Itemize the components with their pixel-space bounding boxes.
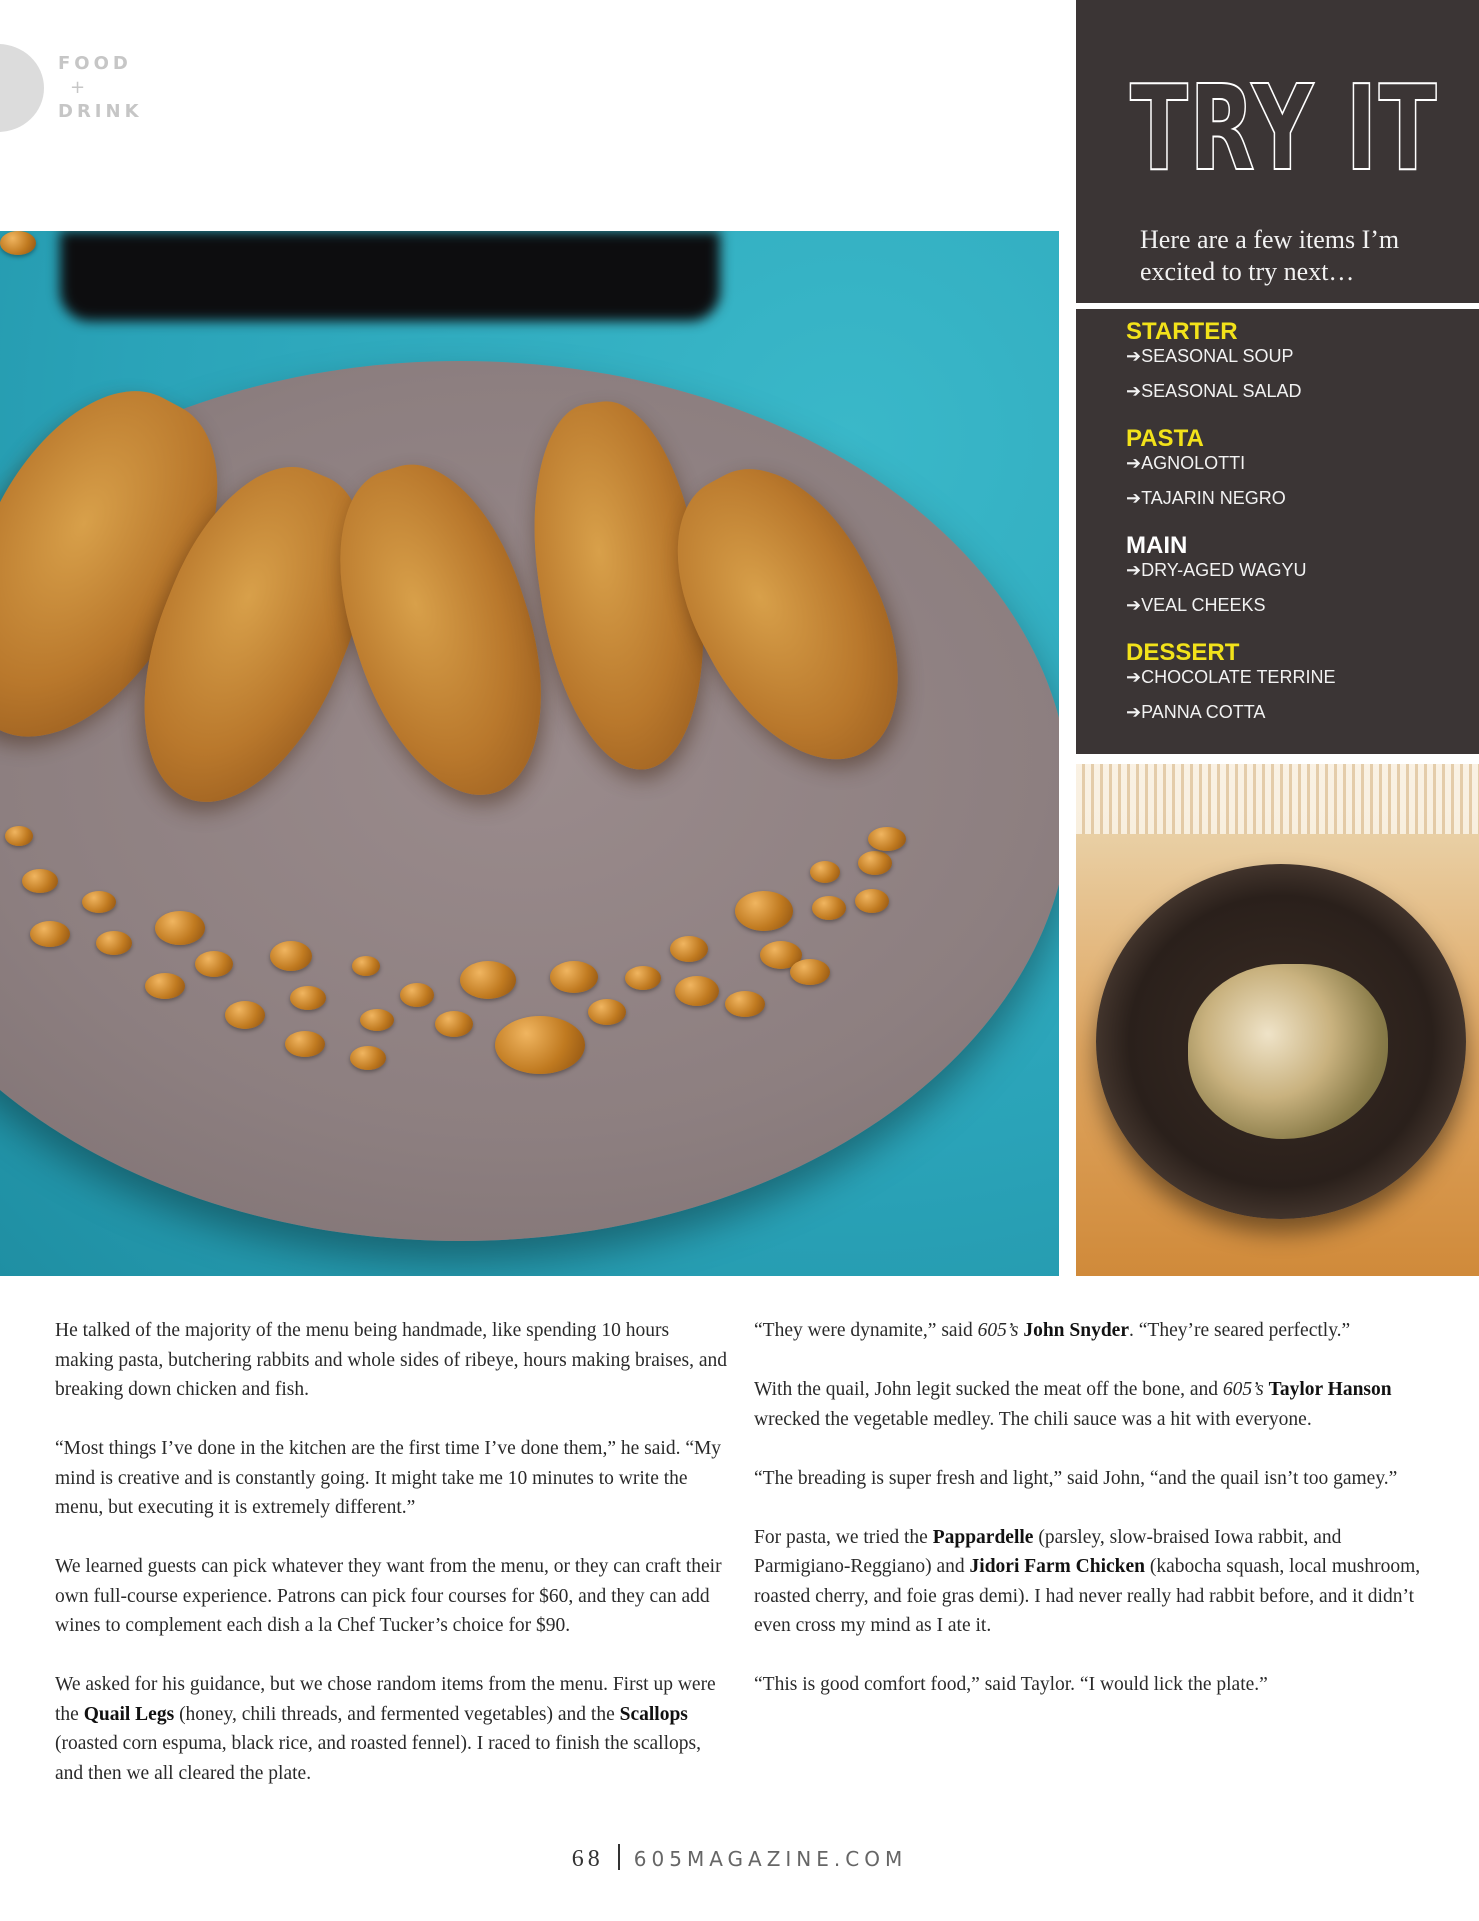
article-paragraph: “Most things I’ve done in the kitchen are the first time I’ve done them,” he said. “My mind is creative and is constantly going. It might take me 10 minutes to write the menu, but executing it is extremely different.”	[55, 1438, 722, 1518]
footer-divider	[618, 1844, 620, 1870]
sauce-drop	[350, 1046, 386, 1070]
sauce-drop	[22, 869, 58, 893]
sauce-drop	[868, 827, 906, 851]
sidebar-menu	[1076, 309, 1479, 754]
sauce-drop	[285, 1031, 325, 1057]
sauce-drop	[82, 891, 116, 913]
text-run: (parsley, slow-braised Iowa rabbit, and Parmigiano-Reggiano) and	[754, 1526, 1342, 1577]
sauce-drop	[5, 826, 33, 846]
sauce-drop	[0, 231, 36, 255]
sauce-drop	[495, 1016, 585, 1074]
article-paragraph: We learned guests can pick whatever they want from the menu, or they can craft their own full-course experience. Patrons can pick four courses for $60, and they can add wines to complement each dish a la Chef Tucker’s choice for $90.	[55, 1556, 722, 1636]
menu-group-dessert	[1126, 640, 1476, 723]
sauce-drop	[155, 911, 205, 945]
sauce-drop	[195, 951, 233, 977]
sauce-drop	[725, 991, 765, 1017]
article-column-left	[55, 1316, 730, 1818]
text-run: (roasted corn espuma, black rice, and roasted fennel). I raced to finish the scallops, and then we all cleared the plate.	[55, 1733, 701, 1784]
sauce-drop	[435, 1011, 473, 1037]
article-paragraph	[754, 1375, 1434, 1434]
footer-website: 605MAGAZINE.COM	[633, 1847, 908, 1871]
section-label	[58, 52, 158, 124]
sauce-drop	[270, 941, 312, 971]
text-run: For pasta, we tried the	[754, 1526, 933, 1548]
article-paragraph: “This is good comfort food,” said Taylor. “I would lick the plate.”	[754, 1674, 1268, 1695]
sauce-drop	[225, 1001, 265, 1029]
menu-item: ➔AGNOLOTTI	[1126, 453, 1246, 473]
sauce-drop	[290, 986, 326, 1010]
text-run: “They were dynamite,” said	[754, 1320, 978, 1341]
menu-category: MAIN	[1126, 532, 1188, 559]
dish-name-jidori-chicken: Jidori Farm Chicken	[969, 1556, 1146, 1577]
text-run: With the quail, John legit sucked the meat off the bone, and	[754, 1379, 1223, 1400]
menu-group-starter	[1126, 319, 1476, 402]
person-name: Taylor Hanson	[1268, 1379, 1392, 1400]
dish-name-pappardelle: Pappardelle	[932, 1526, 1034, 1548]
sauce-drop	[360, 1009, 394, 1031]
menu-category: STARTER	[1126, 318, 1238, 345]
text-run: (kabocha squash, local mushroom, roasted cherry, and foie gras demi). I had never really had rabbit before, and it didn’t even cross my mind as I ate it.	[754, 1556, 1421, 1636]
menu-item: ➔SEASONAL SOUP	[1126, 346, 1294, 366]
article-column-right	[754, 1316, 1434, 1729]
menu-item: ➔CHOCOLATE TERRINE	[1126, 667, 1336, 687]
sidebar-intro: Here are a few items I’m excited to try next…	[1140, 225, 1400, 286]
text-run: . “They’re seared perfectly.”	[1129, 1320, 1351, 1341]
magazine-name: 605’s	[977, 1320, 1019, 1341]
menu-category: PASTA	[1126, 425, 1204, 452]
photo-background-blinds	[1076, 764, 1479, 834]
article-paragraph	[55, 1670, 730, 1788]
article-paragraph: “The breading is super fresh and light,” said John, “and the quail isn’t too gamey.”	[754, 1467, 1398, 1489]
text-run: We asked for his guidance, but we chose random items from the menu. First up were the	[55, 1674, 716, 1725]
sauce-drop	[790, 959, 830, 985]
sidebar-title: TRY IT	[1130, 59, 1439, 197]
main-photo-quail-legs	[0, 231, 1059, 1276]
article-paragraph: He talked of the majority of the menu being handmade, like spending 10 hours making pasta, butchering rabbits and whole sides of ribeye, hours making braises, and breaking down chicken and fish.	[55, 1320, 728, 1400]
section-label-line3: DRINK	[58, 101, 143, 122]
sauce-drop	[675, 976, 719, 1006]
sauce-drop	[96, 931, 132, 955]
sauce-drop	[810, 861, 840, 883]
dish-name-quail-legs: Quail Legs	[83, 1703, 175, 1725]
text-run: (honey, chili threads, and fermented vegetables) and the	[174, 1703, 620, 1725]
article-paragraph	[754, 1316, 1434, 1346]
sauce-drop	[352, 956, 380, 976]
section-label-line2: +	[70, 77, 90, 98]
sauce-drop	[145, 973, 185, 999]
section-badge	[0, 44, 44, 132]
person-name: John Snyder	[1023, 1320, 1129, 1341]
text-run: wrecked the vegetable medley. The chili sauce was a hit with everyone.	[754, 1408, 1312, 1430]
sauce-drop	[400, 983, 434, 1007]
photo-background-shadow	[60, 231, 720, 321]
page-footer	[0, 1846, 1479, 1873]
dish-name-scallops: Scallops	[619, 1703, 688, 1725]
menu-category: DESSERT	[1126, 639, 1240, 666]
menu-item: ➔DRY-AGED WAGYU	[1126, 560, 1307, 580]
side-photo-pasta	[1076, 764, 1479, 1276]
menu-item: ➔TAJARIN NEGRO	[1126, 488, 1286, 508]
sauce-drop	[30, 921, 70, 947]
sauce-drop	[855, 889, 889, 913]
page-number: 68	[571, 1846, 604, 1872]
sauce-drop	[812, 896, 846, 920]
sauce-drop	[588, 999, 626, 1025]
sauce-drop	[858, 851, 892, 875]
menu-item: ➔VEAL CHEEKS	[1126, 595, 1266, 615]
menu-item: ➔PANNA COTTA	[1126, 702, 1266, 722]
section-label-line1: FOOD	[58, 53, 132, 74]
sauce-drop	[460, 961, 516, 999]
article-paragraph	[754, 1523, 1434, 1641]
sauce-drop	[625, 966, 661, 990]
sauce-drop	[550, 961, 598, 993]
menu-group-main	[1126, 533, 1476, 616]
sauce-drop	[735, 891, 793, 931]
magazine-name: 605’s	[1222, 1379, 1264, 1400]
sauce-drop	[670, 936, 708, 962]
menu-group-pasta	[1126, 426, 1476, 509]
menu-item: ➔SEASONAL SALAD	[1126, 381, 1302, 401]
